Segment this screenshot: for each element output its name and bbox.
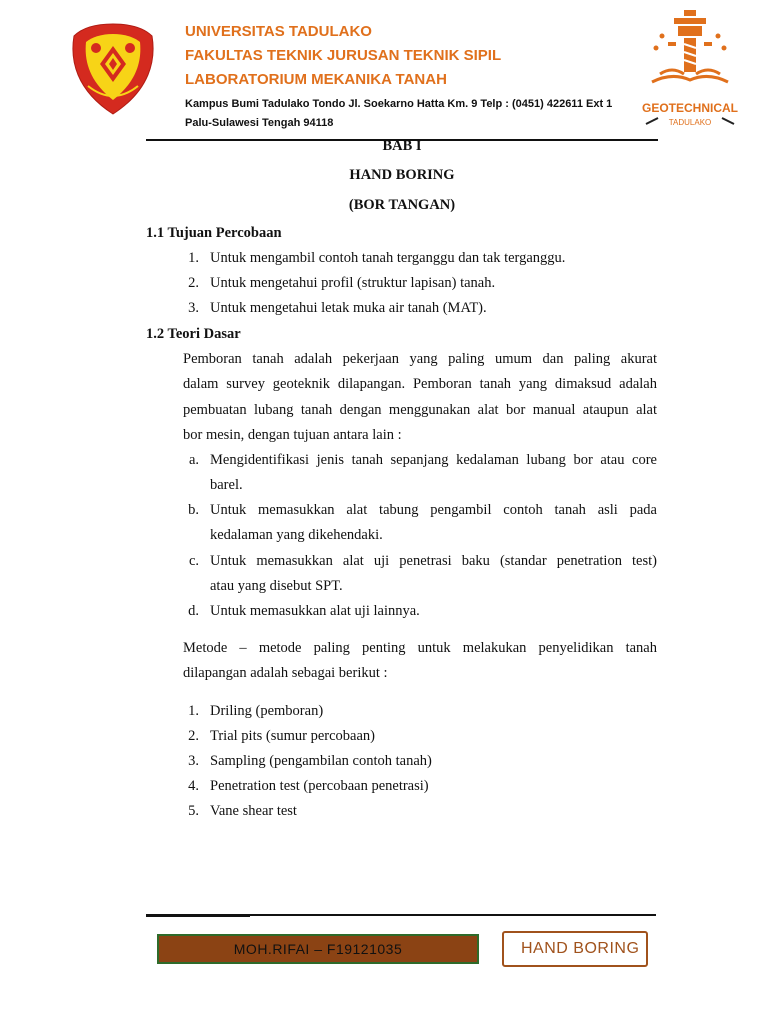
list-item: Sampling (pengambilan contoh tanah) [210, 753, 432, 769]
letterhead [185, 20, 612, 133]
list-number: 2. [188, 275, 199, 291]
geotechnical-logo-subtext: TADULAKO [668, 118, 712, 127]
author-name-box: MOH.RIFAI – F19121035 [157, 934, 479, 964]
paragraph-line: dilapangan adalah sebagai berikut : [183, 665, 388, 681]
list-letter: d. [188, 603, 199, 619]
geotechnical-logo [638, 8, 742, 132]
list-item: Untuk memasukkan alat tabung pengambil contoh tanah asli pada [210, 502, 657, 518]
list-item: Untuk mengambil contoh tanah terganggu dan tak terganggu. [210, 250, 566, 266]
list-letter: c. [188, 553, 199, 569]
paragraph-line: bor mesin, dengan tujuan antara lain : [183, 427, 402, 443]
footer-title-box: HAND BORING [502, 931, 648, 967]
list-item-continued: atau yang disebut SPT. [210, 578, 343, 594]
chapter-title: HAND BORING [349, 167, 455, 183]
list-item-continued: kedalaman yang dikehendaki. [210, 527, 383, 543]
chapter-subtitle: (BOR TANGAN) [348, 197, 456, 213]
list-item-continued: barel. [210, 477, 243, 493]
list-number: 4. [188, 778, 199, 794]
university-name: UNIVERSITAS TADULAKO [185, 23, 372, 40]
list-number: 1. [188, 703, 199, 719]
list-item: Penetration test (percobaan penetrasi) [210, 778, 429, 794]
list-letter: b. [188, 502, 199, 518]
list-item: Vane shear test [210, 803, 297, 819]
list-item: Untuk memasukkan alat uji lainnya. [210, 603, 420, 619]
list-number: 2. [188, 728, 199, 744]
list-item: Driling (pemboran) [210, 703, 324, 719]
list-item: Untuk mengetahui letak muka air tanah (MAT). [210, 300, 487, 316]
section-heading-tujuan: 1.1 Tujuan Percobaan [146, 225, 282, 241]
list-item: Mengidentifikasi jenis tanah sepanjang kedalaman lubang bor atau core [210, 452, 657, 468]
list-number: 3. [188, 300, 199, 316]
faculty-name: FAKULTAS TEKNIK JURUSAN TEKNIK SIPIL [185, 47, 502, 64]
geotechnical-logo-text: GEOTECHNICAL [642, 101, 738, 115]
paragraph-line: dalam survey geoteknik dilapangan. Pemboran tanah yang dimaksud adalah [183, 376, 657, 392]
list-item: Untuk mengetahui profil (struktur lapisan) tanah. [210, 275, 496, 291]
section-heading-teori: 1.2 Teori Dasar [146, 326, 241, 342]
list-number: 5. [188, 803, 199, 819]
paragraph-line: Metode – metode paling penting untuk melakukan penyelidikan tanah [183, 640, 657, 656]
list-letter: a. [188, 452, 199, 468]
list-item: Untuk memasukkan alat uji penetrasi baku (standar penetration test) [210, 553, 657, 569]
lab-name: LABORATORIUM MEKANIKA TANAH [185, 71, 447, 88]
address-line-1: Kampus Bumi Tadulako Tondo Jl. Soekarno Hatta Km. 9 Telp : (0451) 422611 Ext 1 [185, 98, 613, 110]
list-number: 3. [188, 753, 199, 769]
footer-divider-accent [146, 914, 250, 917]
list-number: 1. [188, 250, 199, 266]
chapter-number: BAB I [382, 138, 422, 154]
university-logo [68, 20, 158, 118]
list-item: Trial pits (sumur percobaan) [210, 728, 375, 744]
address-line-2: Palu-Sulawesi Tengah 94118 [185, 117, 334, 129]
paragraph-line: Pemboran tanah adalah pekerjaan yang paling umum dan paling akurat [183, 351, 657, 367]
paragraph-line: pembuatan lubang tanah dengan menggunakan alat bor manual ataupun alat [183, 402, 657, 418]
